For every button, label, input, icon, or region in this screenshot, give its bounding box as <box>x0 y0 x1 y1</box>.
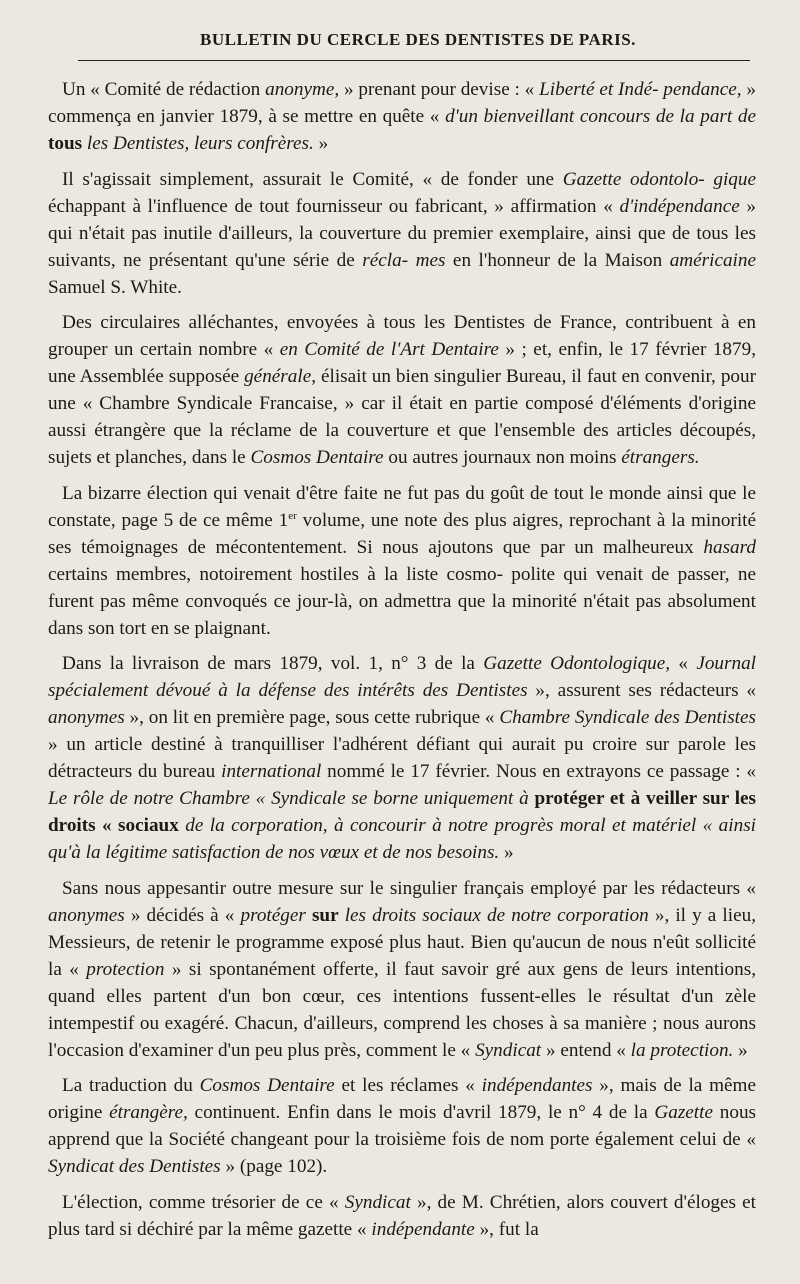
paragraph-5: Dans la livraison de mars 1879, vol. 1, n° 3 de la Gazette Odontologique, « Journal spécialement dévoué à la défense des intérêts des Dentistes », assurent ses rédacteurs « anonymes », on lit en première page, sous cette rubrique « Chambre Syndicale des Dentistes » un article destiné à tranquilliser l'adhérent défiant qui aurait pu croire sur parole les détracteurs du bureau international nommé le 17 février. Nous en extrayons ce passage : « Le rôle de notre Chambre « Syndicale se borne uniquement à protéger et à veiller sur les droits « sociaux de la corporation, à concourir à notre progrès moral et matériel « ainsi qu'à la légitime satisfaction de nos vœux et de nos besoins. » <box>48 653 757 863</box>
paragraph-1: Un « Comité de rédaction anonyme, » prenant pour devise : « Liberté et Indé- pendance, » commença en janvier 1879, à se mettre en quête « d'un bienveillant concours de la part de tous les Dentistes, leurs confrères. » <box>48 79 757 154</box>
paragraph-2: Il s'agissait simplement, assurait le Comité, « de fonder une Gazette odontolo- gique échappant à l'influence de tout fournisseur ou fabricant, » affirmation « d'indépendance » qui n'était pas inutile d'ailleurs, la couverture du premier exemplaire, ainsi que de tous les suivants, ne présentant qu'une série de récla- mes en l'honneur de la Maison américaine Samuel S. White. <box>48 168 757 298</box>
paragraph-3: Des circulaires alléchantes, envoyées à tous les Dentistes de France, contribuent à en grouper un certain nombre « en Comité de l'Art Dentaire » ; et, enfin, le 17 février 1879, une Assemblée supposée générale, élisait un bien singulier Bureau, il faut en convenir, pour une « Chambre Syndicale Francaise, » car il était en partie composé d'éléments d'origine aussi étrangère que la réclame de la couverture et que l'ensemble des articles découpés, sujets et planches, dans le Cosmos Dentaire ou autres journaux non moins étrangers. <box>48 312 757 468</box>
paragraph-7: La traduction du Cosmos Dentaire et les réclames « indépendantes », mais de la même origine étrangère, continuent. Enfin dans le mois d'avril 1879, le n° 4 de la Gazette nous apprend que la Société changeant pour la troisième fois de nom porte également celui de « Syndicat des Dentistes » (page 102). <box>48 1075 756 1177</box>
article-body <box>48 76 756 1251</box>
paragraph-6: Sans nous appesantir outre mesure sur le singulier français employé par les rédacteurs « anonymes » décidés à « protéger sur les droits sociaux de notre corporation », il y a lieu, Messieurs, de retenir le programme exposé plus haut. Bien qu'aucun de nous n'eût sollicité la « protection » si spontanément offerte, il faut savoir gré aux gens de leurs intentions, quand elles partent d'un bon cœur, ces intentions fussent-elles le résultat d'un zèle intempestif ou exagéré. Chacun, d'ailleurs, comprend les choses à sa manière ; nous aurons l'occasion d'examiner d'un peu plus près, comment le « Syndicat » entend « la protection. » <box>48 877 756 1061</box>
paragraph-4: La bizarre élection qui venait d'être faite ne fut pas du goût de tout le monde ainsi que le constate, page 5 de ce même 1er volume, une note des plus aigres, reprochant à la minorité ses témoignages de mécontentement. Si nous ajoutons que par un malheureux hasard certains membres, notoirement hostiles à la liste cosmo- polite qui venait de passer, ne furent pas même convoqués ce jour-là, on admettra que la minorité n'était pas absolument dans son tort en se plaignant. <box>48 482 756 639</box>
header-rule <box>78 60 750 61</box>
paragraph-8: L'élection, comme trésorier de ce « Syndicat », de M. Chrétien, alors couvert d'éloges et plus tard si déchiré par la même gazette « indépendante », fut la <box>48 1191 756 1240</box>
running-header: BULLETIN DU CERCLE DES DENTISTES DE PARIS. <box>200 30 636 49</box>
